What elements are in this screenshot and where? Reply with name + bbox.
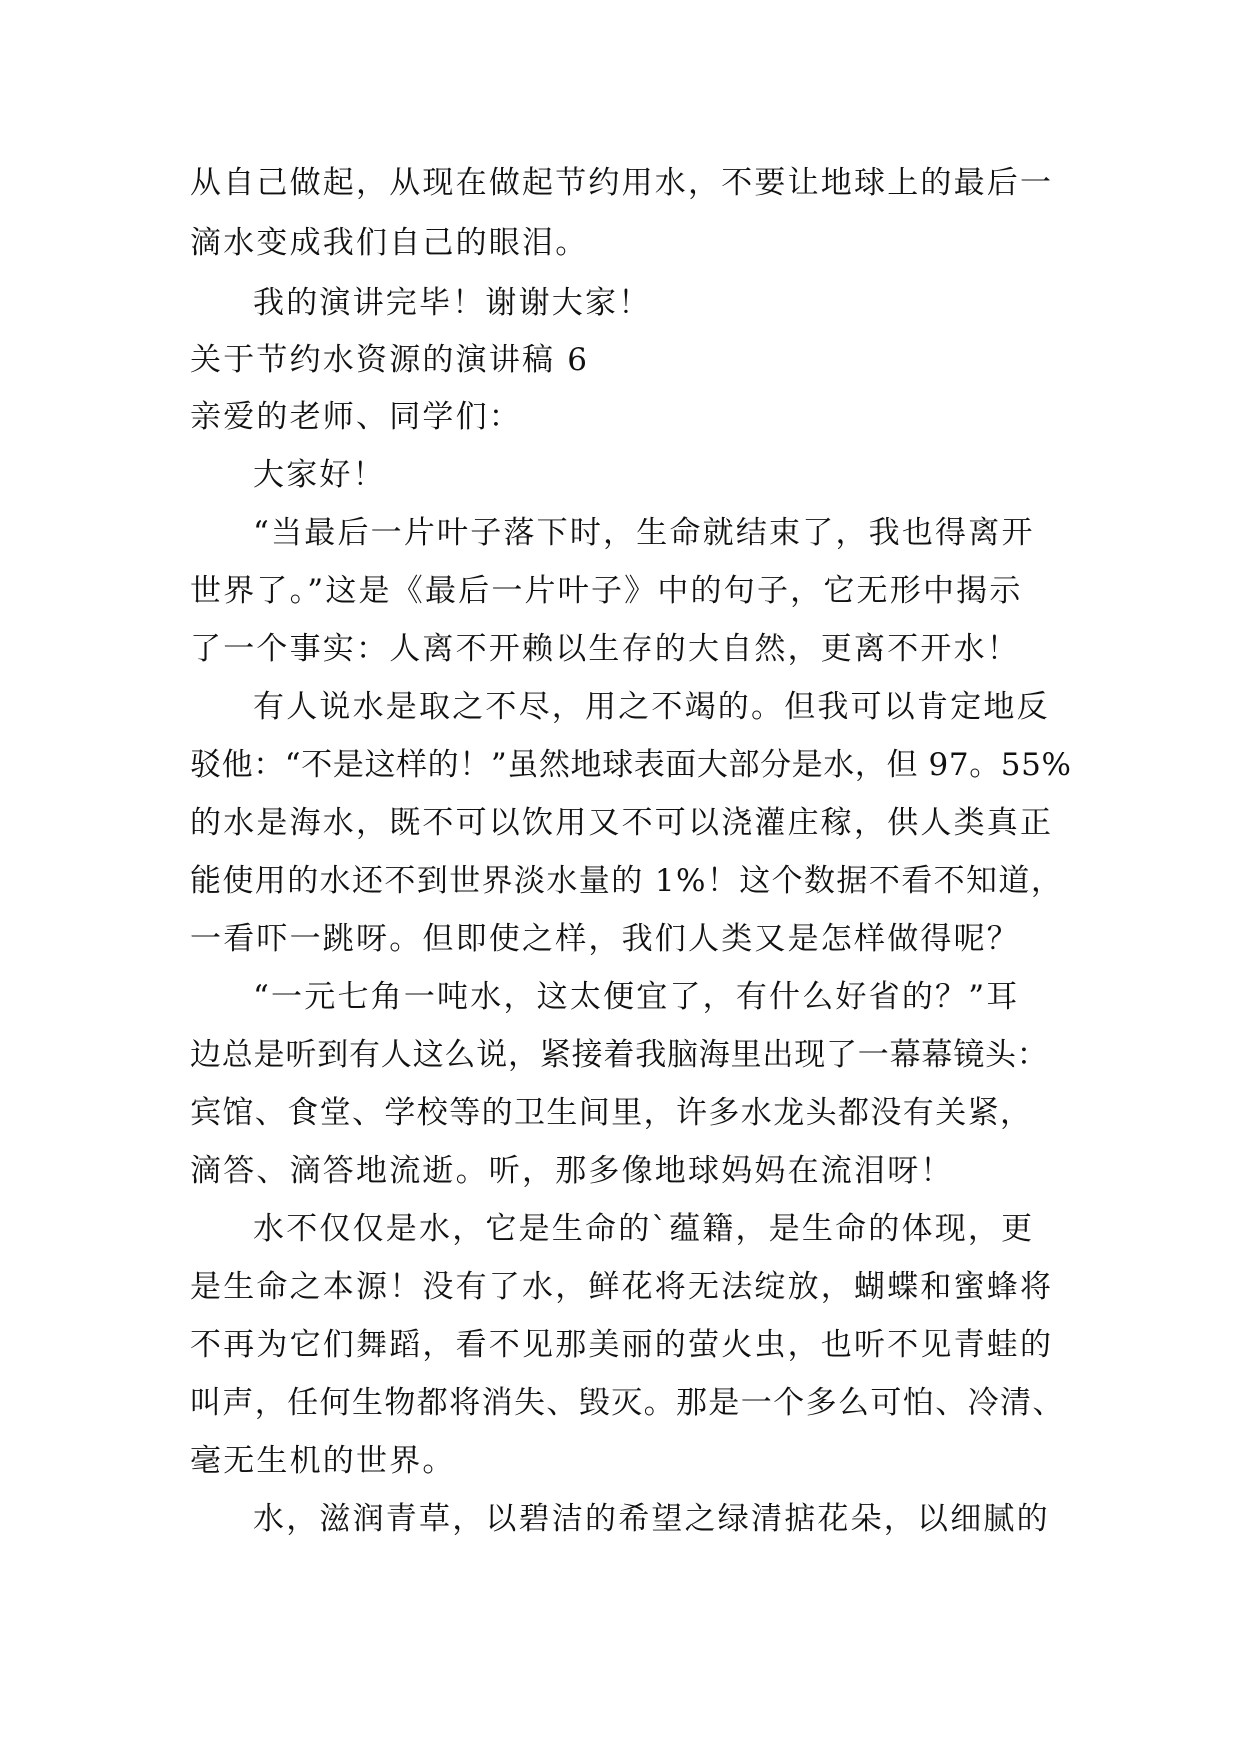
paragraph-line: 水不仅仅是水，它是生命的`蕴籍，是生命的体现，更 [253, 1211, 1035, 1247]
paragraph-line: 宾馆、食堂、学校等的卫生间里，许多水龙头都没有关紧， [190, 1095, 1033, 1131]
paragraph-line: 是生命之本源！没有了水，鲜花将无法绽放，蝴蝶和蜜蜂将 [190, 1269, 1054, 1305]
closing-line: 我的演讲完毕！谢谢大家！ [253, 285, 652, 321]
paragraph-line: 从自己做起，从现在做起节约用水，不要让地球上的最后一 [190, 165, 1054, 201]
paragraph-line: “当最后一片叶子落下时，生命就结束了，我也得离开 [253, 515, 1035, 551]
paragraph-line: 世界了。”这是《最后一片叶子》中的句子，它无形中揭示 [190, 573, 1023, 609]
paragraph-line: 水，滋润青草，以碧洁的希望之绿清掂花朵，以细腻的 [253, 1501, 1050, 1537]
paragraph-line: 一看吓一跳呀。但即使之样，我们人类又是怎样做得呢？ [190, 921, 1020, 957]
paragraph-line: 边总是听到有人这么说，紧接着我脑海里出现了一幕幕镜头： [190, 1037, 1049, 1073]
greeting: 大家好！ [253, 457, 386, 493]
paragraph-line: 了一个事实：人离不开赖以生存的大自然，更离不开水！ [190, 631, 1020, 667]
paragraph-line: “一元七角一吨水，这太便宜了，有什么好省的？”耳 [253, 979, 1020, 1015]
paragraph-line: 的水是海水，既不可以饮用又不可以浇灌庄稼，供人类真正 [190, 805, 1054, 841]
paragraph-line: 滴水变成我们自己的眼泪。 [190, 225, 589, 261]
paragraph-line: 毫无生机的世界。 [190, 1443, 456, 1479]
paragraph-line: 有人说水是取之不尽，用之不竭的。但我可以肯定地反 [253, 689, 1050, 725]
paragraph-line: 叫声，任何生物都将消失、毁灭。那是一个多么可怕、冷清、 [190, 1385, 1065, 1421]
speech-title: 关于节约水资源的演讲稿 6 [190, 342, 590, 378]
paragraph-line: 驳他：“不是这样的！”虽然地球表面大部分是水，但 97。55% [190, 747, 1072, 783]
paragraph-line: 不再为它们舞蹈，看不见那美丽的萤火虫，也听不见青蛙的 [190, 1327, 1054, 1363]
paragraph-line: 能使用的水还不到世界淡水量的 1%！这个数据不看不知道， [190, 863, 1064, 899]
salutation: 亲爱的老师、同学们： [190, 399, 522, 435]
paragraph-line: 滴答、滴答地流逝。听，那多像地球妈妈在流泪呀！ [190, 1153, 954, 1189]
